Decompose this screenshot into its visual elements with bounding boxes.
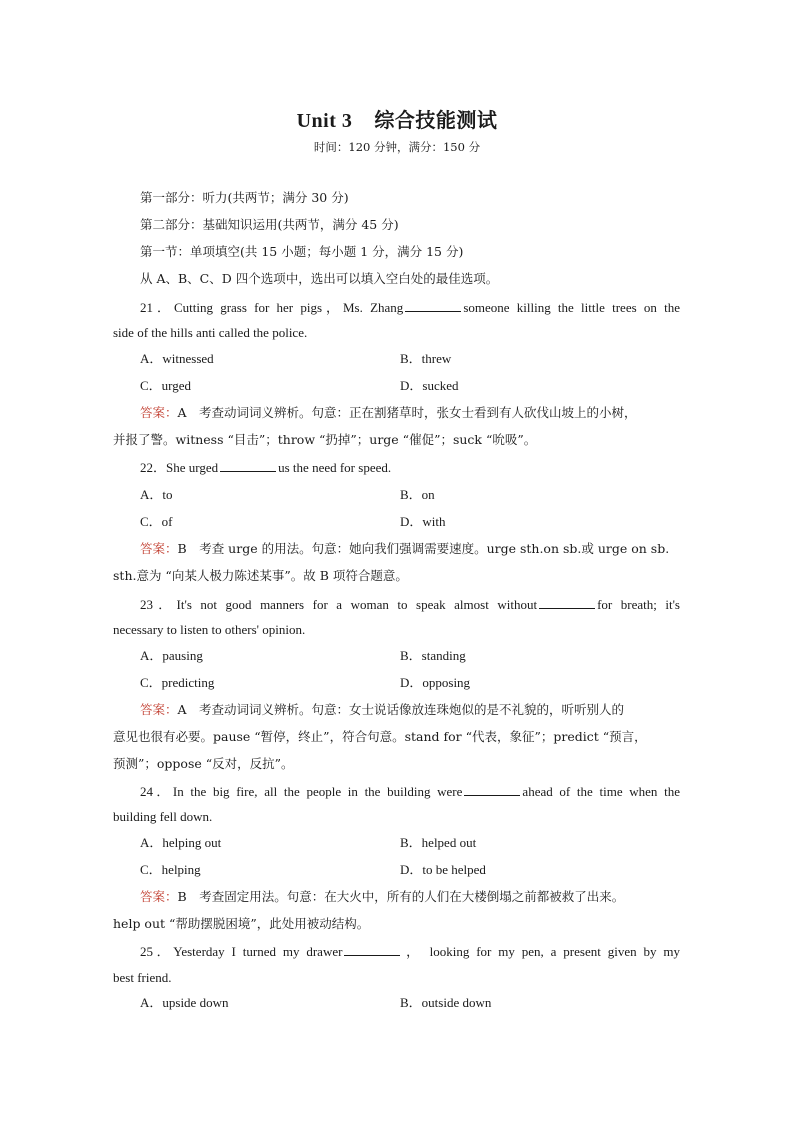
answer-blank xyxy=(539,596,595,609)
question-21-answer-line2: 并报了警。witness “目击”；throw “扔掉”；urge “催促”；suck “吮吸”。 xyxy=(113,432,537,447)
question-24-option-c: C．helping xyxy=(140,862,201,877)
question-22-answer-line1: 答案：B 考查 urge 的用法。句意：她向我们强调需要速度。urge sth.on sb.或 urge on sb. xyxy=(140,541,670,556)
question-25-option-a: A．upside down xyxy=(140,995,229,1010)
unit-label: Unit 3 xyxy=(296,110,353,132)
answer-blank xyxy=(405,299,461,312)
question-21-option-b: B．threw xyxy=(400,351,452,366)
question-24-stem-line1: 24．In the big fire, all the people in the building were ahead of the time when the xyxy=(140,784,680,799)
question-22-stem: 22．She urged us the need for speed. xyxy=(140,460,392,475)
title-cn: 综合技能测试 xyxy=(374,110,498,132)
question-21-option-d: D．sucked xyxy=(400,378,459,393)
question-21-option-c: C．urged xyxy=(140,378,192,393)
question-24-answer-line2: help out “帮助摆脱困境”，此处用被动结构。 xyxy=(113,916,370,931)
section1-heading: 第一节：单项填空(共 15 小题；每小题 1 分，满分 15 分) xyxy=(140,244,464,259)
question-22-option-a: A．to xyxy=(140,487,173,502)
question-25-option-b: B．outside down xyxy=(400,995,492,1010)
answer-label: 答案： xyxy=(140,541,178,556)
instruction-text: 从 A、B、C、D 四个选项中，选出可以填入空白处的最佳选项。 xyxy=(140,271,499,286)
answer-label: 答案： xyxy=(140,405,178,420)
answer-blank xyxy=(220,459,276,472)
question-23-answer-line2: 意见也很有必要。pause “暂停，终止”，符合句意。stand for “代表，象征”；predict “预言， xyxy=(113,729,647,744)
question-23-option-c: C．predicting xyxy=(140,675,215,690)
part2-heading: 第二部分：基础知识运用(共两节，满分 45 分) xyxy=(140,217,399,232)
question-22-option-d: D．with xyxy=(400,514,446,529)
question-23-stem-line1: 23．It's not good manners for a woman to speak almost without for breath; it's xyxy=(140,597,680,612)
question-22-option-b: B．on xyxy=(400,487,435,502)
answer-blank xyxy=(344,943,400,956)
question-23-stem-line2: necessary to listen to others' opinion. xyxy=(113,622,306,637)
page-title xyxy=(0,104,794,133)
question-23-option-d: D．opposing xyxy=(400,675,471,690)
question-24-option-a: A．helping out xyxy=(140,835,222,850)
question-25-stem-line1: 25．Yesterday I turned my drawer ， looking for my pen, a present given by my xyxy=(140,944,680,959)
question-21-stem-line1: 21．Cutting grass for her pigs，Ms. Zhang someone killing the little trees on the xyxy=(140,300,680,315)
question-24-stem-line2: building fell down. xyxy=(113,809,213,824)
question-24-option-b: B．helped out xyxy=(400,835,477,850)
part1-heading: 第一部分：听力(共两节；满分 30 分) xyxy=(140,190,349,205)
answer-label: 答案： xyxy=(140,702,178,717)
question-22-answer-line2: sth.意为 “向某人极力陈述某事”。故 B 项符合题意。 xyxy=(113,568,408,583)
question-23-option-b: B．standing xyxy=(400,648,466,663)
time-score-info: 时间：120 分钟，满分：150 分 xyxy=(313,140,481,154)
answer-blank xyxy=(464,783,520,796)
question-23-option-a: A．pausing xyxy=(140,648,203,663)
answer-label: 答案： xyxy=(140,889,178,904)
question-23-answer-line1: 答案：A 考查动词词义辨析。句意：女士说话像放连珠炮似的是不礼貌的，听听别人的 xyxy=(140,702,625,717)
question-24-option-d: D．to be helped xyxy=(400,862,486,877)
question-23-answer-line3: 预测”；oppose “反对，反抗”。 xyxy=(113,756,294,771)
question-22-option-c: C．of xyxy=(140,514,173,529)
question-25-stem-line2: best friend. xyxy=(113,970,172,985)
question-24-answer-line1: 答案：B 考查固定用法。句意：在大火中，所有的人们在大楼倒塌之前都被救了出来。 xyxy=(140,889,625,904)
question-21-option-a: A．witnessed xyxy=(140,351,214,366)
question-21-answer-line1: 答案：A 考查动词词义辨析。句意：正在割猪草时，张女士看到有人砍伐山坡上的小树， xyxy=(140,405,637,420)
question-21-stem-line2: side of the hills anti called the police. xyxy=(113,325,308,340)
